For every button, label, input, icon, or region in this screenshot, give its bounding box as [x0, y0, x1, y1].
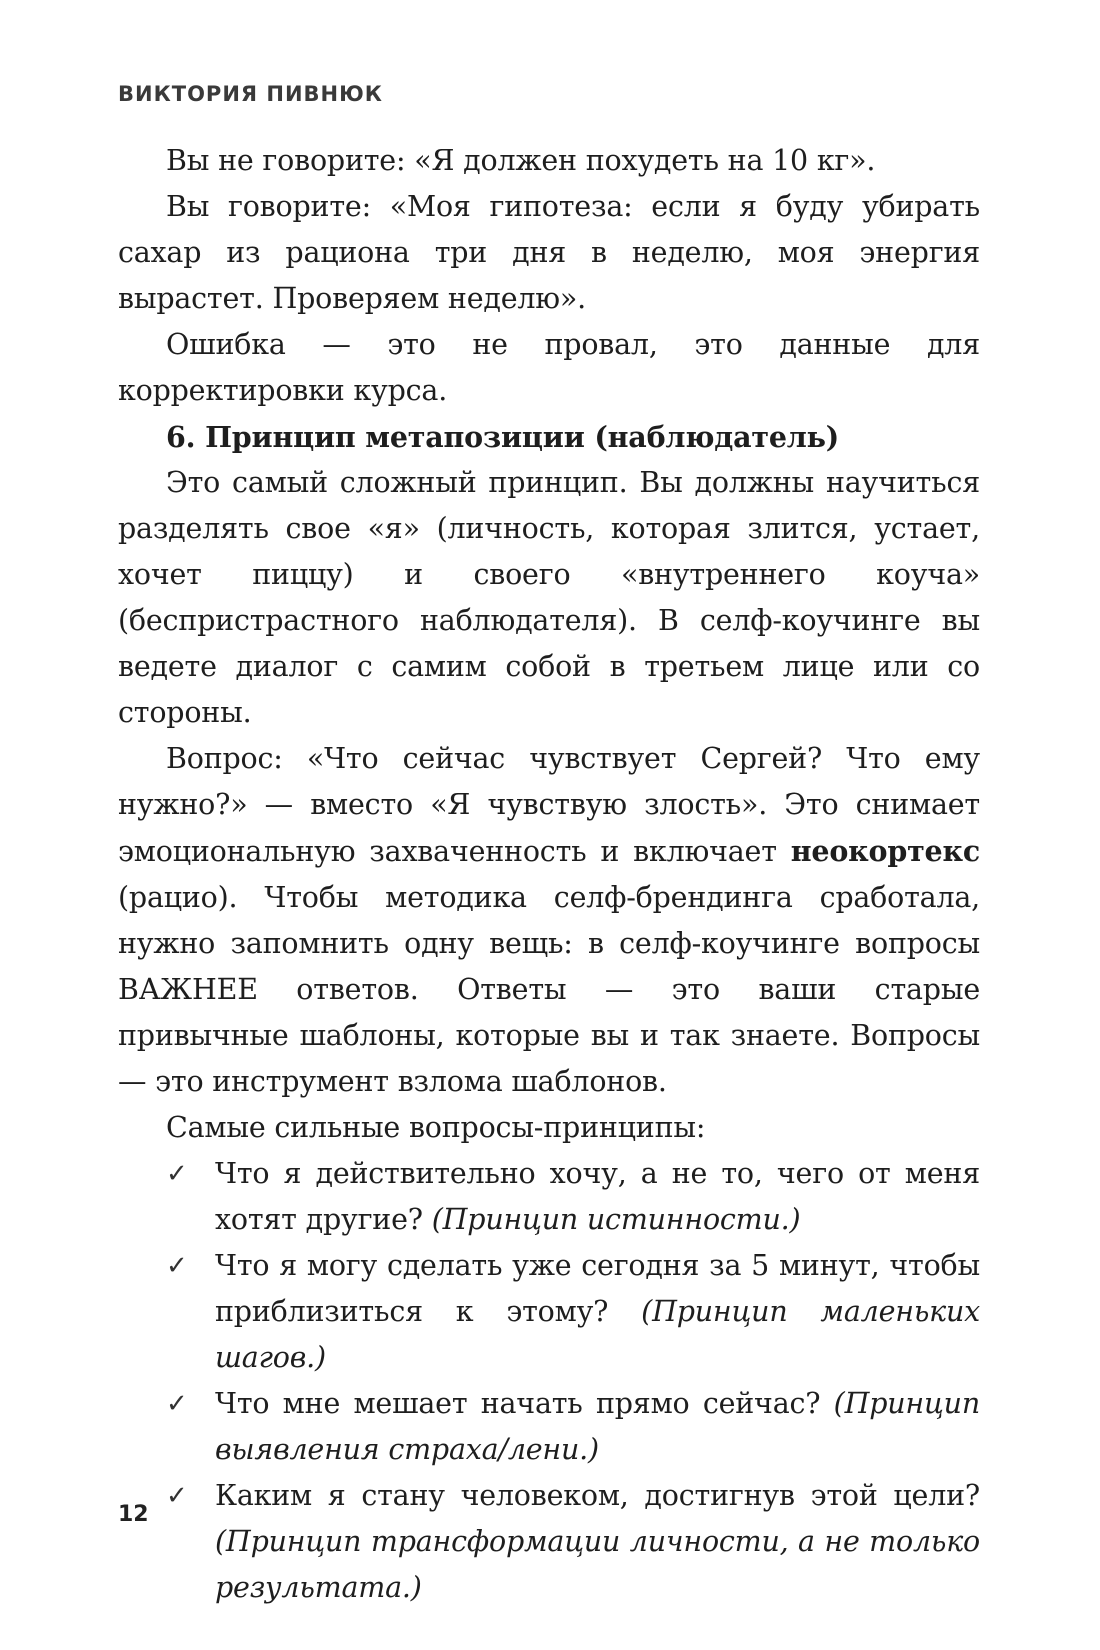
paragraph: Вы не говорите: «Я должен похудеть на 10 кг».: [166, 144, 876, 177]
question-text: Что я действительно хочу, а не то, чего от меня хотят другие?: [215, 1157, 980, 1236]
principle-note: (Принцип трансформации личности, а не только результата.): [215, 1525, 980, 1604]
running-header-author: ВИКТОРИЯ ПИВНЮК: [118, 82, 383, 106]
paragraph: [118, 736, 980, 1105]
page-body: [118, 138, 980, 1611]
section-heading: 6. Принцип метапозиции (наблюдатель): [166, 420, 840, 454]
paragraph-text: (рацио). Чтобы методика селф-брендинга сработала, нужно запомнить одну вещь: в селф-коучинге вопросы ВАЖНЕЕ ответов. Ответы — это ваши старые привычные шаблоны, которые вы и так знаете. Вопросы — это инструмент взлома шаблонов.: [118, 881, 980, 1098]
checkmark-icon: ✓: [166, 1159, 188, 1189]
principle-note: (Принцип выявления страха/лени.): [215, 1387, 980, 1466]
paragraph-text: Вопрос: «Что сейчас чувствует Сергей? Что ему нужно?» — вместо «Я чувствую злость». Это снимает эмоциональную захваченность и включает: [118, 742, 980, 868]
checklist-text: [215, 1381, 980, 1473]
principle-note: (Принцип истинности.): [431, 1203, 801, 1236]
bold-term: неокортекс: [790, 834, 980, 868]
question-text: Что я могу сделать уже сегодня за 5 минут, чтобы приблизиться к этому?: [215, 1249, 980, 1328]
paragraph: Это самый сложный принцип. Вы должны научиться разделять свое «я» (личность, которая злится, устает, хочет пиццу) и своего «внутреннего коуча» (беспристрастного наблюдателя). В селф-коучинге вы ведете диалог с самим собой в третьем лице или со стороны.: [118, 466, 980, 729]
question-text: Каким я стану человеком, достигнув этой цели?: [215, 1479, 980, 1512]
principle-note: (Принцип маленьких шагов.): [215, 1295, 980, 1374]
paragraph: Самые сильные вопросы-принципы:: [166, 1111, 706, 1144]
checklist-item: [118, 1473, 980, 1611]
checklist-text: [215, 1243, 980, 1381]
checklist-item: [118, 1243, 980, 1381]
checklist-text: [215, 1473, 980, 1611]
question-text: Что мне мешает начать прямо сейчас?: [215, 1387, 834, 1420]
checklist-item: [118, 1381, 980, 1473]
checkmark-icon: ✓: [166, 1389, 188, 1419]
checkmark-icon: ✓: [166, 1481, 188, 1511]
checkmark-icon: ✓: [166, 1251, 188, 1281]
paragraph: Вы говорите: «Моя гипотеза: если я буду убирать сахар из рациона три дня в неделю, моя энергия вырастет. Проверяем неделю».: [118, 190, 980, 315]
checklist-item: [118, 1151, 980, 1243]
checklist-text: [215, 1151, 980, 1243]
question-checklist: [118, 1151, 980, 1611]
page-number: 12: [118, 1502, 149, 1527]
paragraph: Ошибка — это не провал, это данные для корректировки курса.: [118, 328, 980, 407]
